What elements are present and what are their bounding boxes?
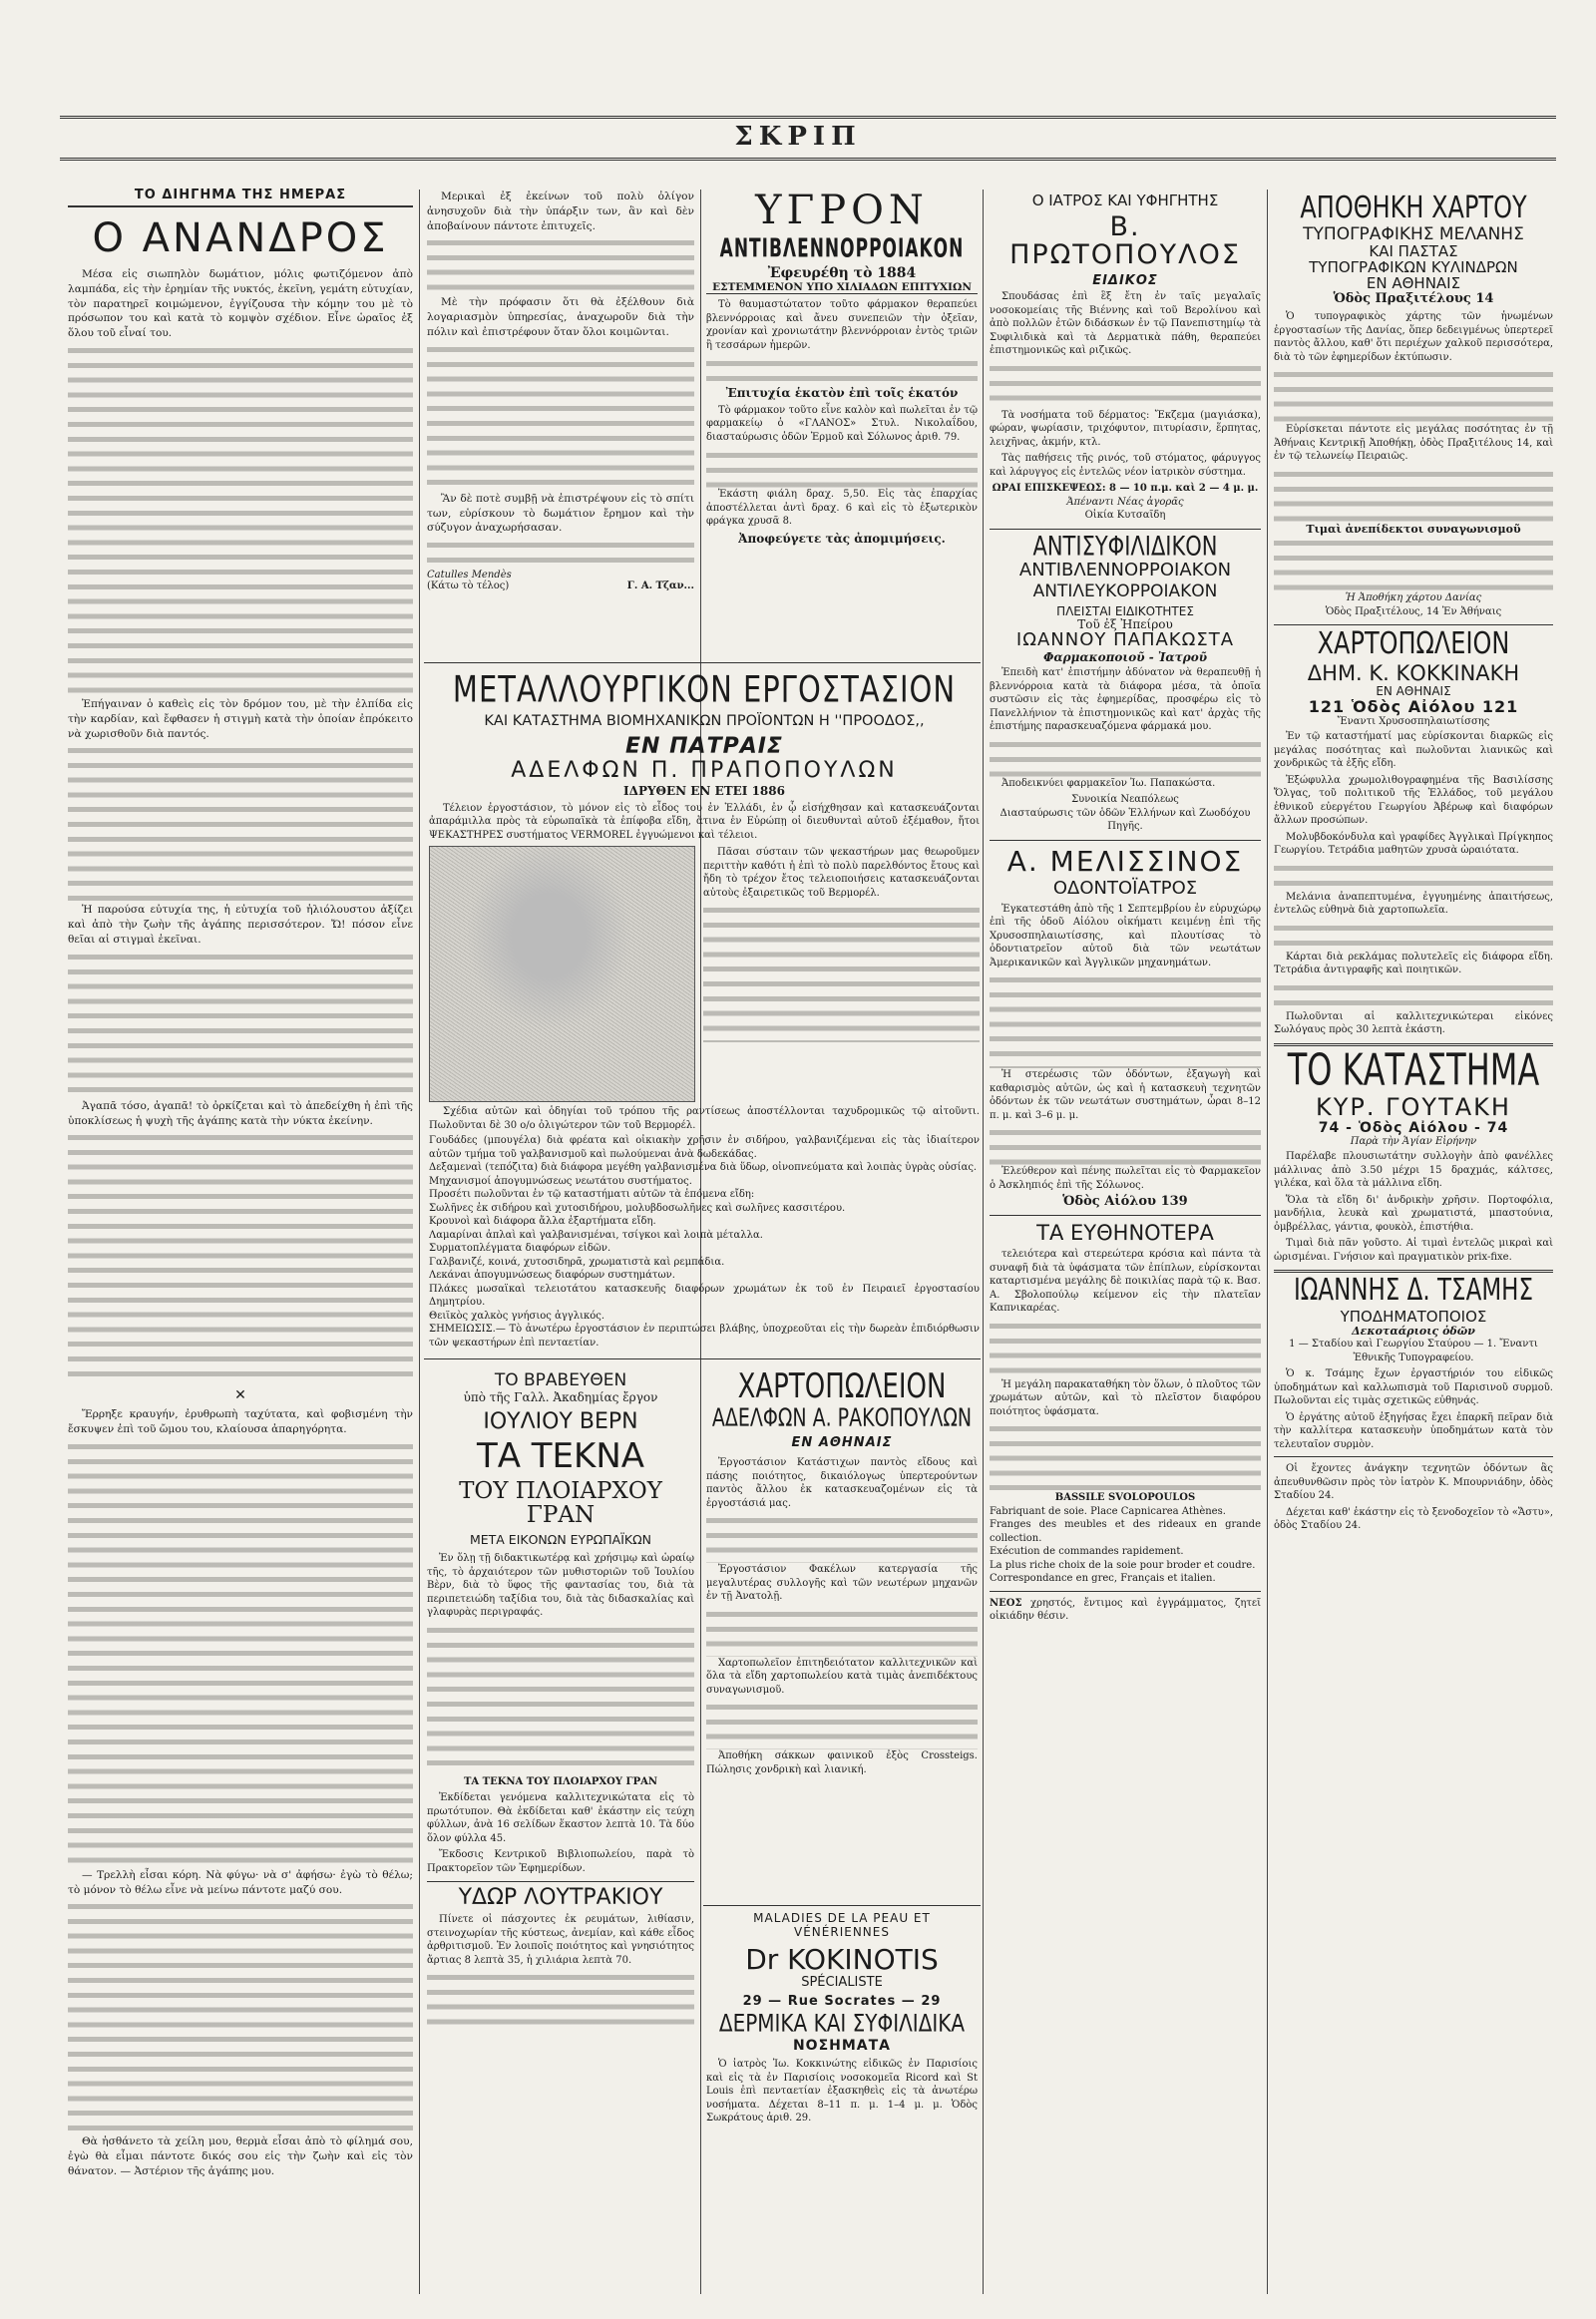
section-divider-cross: ✕ xyxy=(234,1387,246,1404)
kokkinaki-address-note: Ἔναντι Χρυσοσπηλαιωτίσσης xyxy=(1337,716,1490,728)
metallurgy-item: Γαλβανιζέ, κοινά, χυτοσιδηρᾶ, χρωματιστὰ καὶ ρεμπάδια. xyxy=(429,1256,725,1268)
apothiki-paragraph: Ὁ τυπογραφικὸς χάρτης τῶν ἡνωμένων ἐργοστασίων τῆς Δανίας, ὅπερ δεδειγμένως ὑπερτερεῖ παντὸς ἄλλου, καθ' ὅτι περιέχων χαλκοῦ περισσότερα, διὰ τὸ τῶν ἐφημερίδων ἐκτύπωσιν. xyxy=(1274,311,1553,363)
signature-author: Catulles Mendès xyxy=(427,570,512,581)
bassile-name: BASSILE SVOLOPOULOS xyxy=(1054,1492,1196,1504)
melissinos-name: Α. ΜΕΛΙΣΣΙΝΟΣ xyxy=(1006,844,1244,878)
bassile-line: La plus riche choix de la soie pour broder et coudre. xyxy=(990,1559,1256,1571)
signature-note: (Κάτω τὸ τέλος) xyxy=(427,580,510,592)
kokinotis-ad xyxy=(706,1911,978,2305)
kokkinaki-title: ΧΑΡΤΟΠΩΛΕΙΟΝ xyxy=(1317,625,1510,661)
story-paragraph: Ἀγαπᾶ τόσο, ἀγαπᾶ! τὸ ὀρκίζεται καὶ τὸ ἀπεδείχθη ἡ ἐπὶ τῆς ὑποκλίσεως ἡ ψυχὴ τῆς ἀγάπης κατὰ τὴν νύκτα ἐκείνην. xyxy=(68,1099,413,1127)
goutaki-address-note: Παρὰ τὴν Ἁγίαν Εἰρήνην xyxy=(1350,1136,1477,1148)
verne-subtitle: ΜΕΤΑ ΕΙΚΟΝΩΝ ΕΥΡΩΠΑΪΚΩΝ xyxy=(469,1531,652,1547)
verne-paragraph: Ἐκδίδεται γενόμενα καλλιτεχνικώτατα εἰς τὸ πρωτότυπον. Θὰ ἐκδίδεται καθ' ἑκάστην εἰς τεύχη φύλλων, ἀνὰ 16 σελίδων ἕκαστον λεπτὰ 10. Τὰ δύο ὅλον φύλλα 45. xyxy=(427,1792,694,1844)
protopoulos-hours: ΩΡΑΙ ΕΠΙΣΚΕΨΕΩΣ: 8 — 10 π.μ. καὶ 2 — 4 μ. μ. xyxy=(992,483,1259,495)
antisyph-address: Διασταύρωσις τῶν ὁδῶν Ἑλλήνων καὶ Ζωοδόχου Πηγῆς. xyxy=(999,807,1251,833)
column-divider xyxy=(1274,1456,1553,1457)
efthynotera-text-block xyxy=(990,1421,1261,1491)
apothiki-city: ΕΝ ΑΘΗΝΑΙΣ xyxy=(1366,273,1461,292)
kokkinaki-text-block xyxy=(1274,861,1553,891)
tsamis-name: ΙΩΑΝΝΗΣ Δ. ΤΣΑΜΗΣ xyxy=(1294,1274,1533,1309)
protopoulos-text-block xyxy=(990,361,1261,409)
column-rule-3 xyxy=(983,190,984,2294)
antisyph-name: ΙΩΑΝΝΟΥ ΠΑΠΑΚΩΣΤΑ xyxy=(1015,629,1235,651)
antisyph-paragraph: Ἀποδεικνύει φαρμακεῖον Ἰω. Παπακώστα. xyxy=(1001,777,1216,789)
metallurgy-text-block xyxy=(703,903,980,1042)
melissinos-text-block xyxy=(990,972,1261,1068)
story-paragraph: Ἔρρηξε κραυγήν, ἐρυθρωπὴ ταχύτατα, καὶ φοβισμένη τὴν ἔσκυψεν ἐπὶ τοῦ ὤμου του, κλαίουσα ἀπαρηγόρητα. xyxy=(68,1408,413,1435)
story-text-block xyxy=(68,743,413,903)
hygron-ad xyxy=(706,188,978,656)
hygron-price: Ἑκάστη φιάλη δραχ. 5,50. Εἰς τὰς ἐπαρχίας ἀποστέλλεται ἀντὶ δραχ. 6 καὶ εἰς τὸ ἐξωτερικὸν φράγκα χρυσᾶ 8. xyxy=(706,489,978,527)
verne-title-1: ΤΑ ΤΕΚΝΑ xyxy=(476,1435,645,1476)
metallurgy-bottom-rule xyxy=(424,1358,981,1359)
neos-text: χρηστός, ἔντιμος καὶ ἐγγράμματος, ζητεῖ οἰκιάδην θέσιν. xyxy=(990,1597,1261,1623)
kokinotis-greek-heading: ΔΕΡΜΙΚΑ ΚΑΙ ΣΥΦΙΛΙΔΙΚΑ xyxy=(718,2008,966,2038)
column-divider xyxy=(1274,1270,1553,1273)
goutaki-address: 74 - Ὁδὸς Αἰόλου - 74 xyxy=(1318,1120,1509,1137)
apothiki-ad xyxy=(1274,190,1553,618)
masthead xyxy=(0,112,1596,182)
story-text-block xyxy=(68,343,413,697)
dentures-paragraph: Δέχεται καθ' ἑκάστην εἰς τὸ ξενοδοχεῖον τὸ «Ἄστυ», ὁδὸς Σταδίου 24. xyxy=(1274,1506,1553,1532)
tsamis-address: 1 — Σταδίου καὶ Γεωργίου Σταύρου — 1. Ἔναντι Ἐθνικῆς Τυπογραφείου. xyxy=(1289,1339,1538,1363)
metallurgy-item: Προσέτι πωλοῦνται ἐν τῷ καταστήματι αὐτῶν τὰ ἑπόμενα εἴδη: xyxy=(429,1189,755,1201)
melissinos-paragraph: Ἐγκατεστάθη ἀπὸ τῆς 1 Σεπτεμβρίου ἐν εὐρυχώρῳ ἐπὶ τῆς ὁδοῦ Αἰόλου οἰκήματι κειμένῃ ἐπὶ τῆς Χρυσοσπηλαιωτίσσης, καὶ πλουτίσας τὸ ὀδοντιατρεῖον αὐτοῦ διὰ τῶν νεωτάτων Ἀμερικανικῶν καὶ Ἀγγλικῶν μηχανημάτων. xyxy=(990,903,1261,968)
kokkinaki-text-block xyxy=(1274,980,1553,1010)
rakopoulos-paragraph: Ἐργοστάσιον Φακέλων κατεργασία τῆς μεγαλυτέρας συλλογῆς καὶ τῶν νεωτέρων μηχανῶν ἐν τῇ Ἀνατολῇ. xyxy=(706,1564,978,1603)
story-paragraph: Θὰ ἠσθάνετο τὰ χείλη μου, θερμὰ εἶσαι ἀπὸ τὸ φίλημά σου, ἐγὼ θὰ εἶμαι πάντοτε δικός σου εἰς τὴν ζωὴν καὶ εἰς τὸν θάνατον. — Ἀστέριον τῆς ἀγάπης μου. xyxy=(68,2135,413,2177)
metallurgy-item: Πλάκες μωσαϊκαὶ τελειοτάτου κατασκευῆς διαφόρων χρωμάτων ἐκ τοῦ ἐν Πειραιεῖ ἐργοστασίου Δημητρίου. xyxy=(429,1283,980,1309)
story-paragraph: — Τρελλὴ εἶσαι κόρη. Νὰ φύγω· νὰ σ' ἀφήσω· ἐγὼ τὸ θέλω; τὸ μόνον τὸ θέλω εἶνε νὰ μείνω πάντοτε μαζύ σου. xyxy=(68,1868,413,1896)
verne-awarded: ΤΟ ΒΡΑΒΕΥΘΕΝ xyxy=(494,1370,627,1390)
water-title: ΥΔΩΡ ΛΟΥΤΡΑΚΙΟΥ xyxy=(458,1885,663,1911)
tsamis-paragraph: Ὁ ἐργάτης αὐτοῦ ἐξηγήσας ἔχει ἐπαρκῆ πεῖραν διὰ τὴν καλλίτερα κατασκευὴν ὑποδημάτων κατὰ τὸν τελευταῖον συρμὸν. xyxy=(1274,1411,1553,1450)
apothiki-prices: Τιμαὶ ἀνεπίδεκτοι συναγωνισμοῦ xyxy=(1306,522,1521,536)
goutaki-paragraph: Ὅλα τὰ εἴδη δι' ἀνδρικὴν χρῆσιν. Πορτοφόλια, μανδήλια, λευκὰ καὶ χρωματιστά, μπαστούνια, ὀμβρέλλας, γάντια, φουκὸλ, ἐπιστήθια. xyxy=(1274,1194,1553,1233)
rakopoulos-title: ΧΑΡΤΟΠΩΛΕΙΟΝ xyxy=(737,1367,947,1407)
metallurgy-subtitle: ΚΑΙ ΚΑΤΑΣΤΗΜΑ ΒΙΟΜΗΧΑΝΙΚΩΝ ΠΡΟΪΟΝΤΩΝ Η ''ΠΡΟΟΔΟΣ,, xyxy=(484,713,925,730)
kokinotis-body xyxy=(706,2058,978,2126)
goutaki-ad xyxy=(1274,1043,1553,1265)
water-text-block xyxy=(427,1970,694,2030)
apothiki-title-4: ΤΥΠΟΓΡΑΦΙΚΩΝ ΚΥΛΙΝΔΡΩΝ xyxy=(1309,257,1518,276)
kokkinaki-address: 121 Ὁδὸς Αἰόλου 121 xyxy=(1308,697,1519,717)
hygron-title: ΥΓΡΟΝ xyxy=(755,188,929,233)
metallurgy-list xyxy=(429,1105,980,1350)
protopoulos-paragraph: Τὰς παθήσεις τῆς ρινός, τοῦ στόματος, φάρυγγος καὶ λάρυγγος εἰς ἐντελῶς νέον ἰατρικὸν σύστημα. xyxy=(990,453,1261,478)
hygron-text: Τὸ φάρμακον τοῦτο εἶνε καλὸν καὶ πωλεῖται ἐν τῷ φαρμακείῳ ὁ «ΓΛΑΝΟΣ» Στυλ. Νικολαΐδου, διασταύρωσις ὁδῶν Ἑρμοῦ καὶ Σόλωνος ἀριθ. 79. xyxy=(706,404,978,443)
goutaki-name: ΚΥΡ. ΓΟΥΤΑΚΗ xyxy=(1316,1093,1511,1122)
metallurgy-owners: ΑΔΕΛΦΩΝ Π. ΠΡΑΠΟΠΟΥΛΩΝ xyxy=(511,757,898,783)
bassile-line: Exécution de commandes rapidement. xyxy=(990,1546,1184,1558)
antisyph-title-2: ΑΝΤΙΒΛΕΝΝΟΡΡΟΙΑΚΟΝ xyxy=(1018,559,1232,580)
column-five xyxy=(1274,190,1553,2304)
verne-book-name: ΤΑ ΤΕΚΝΑ ΤΟΥ ΠΛΟΙΑΡΧΟΥ ΓΡΑΝ xyxy=(463,1775,658,1787)
kokinotis-specialist: SPÉCIALISTE xyxy=(801,1975,883,1991)
bassile-line: Franges des meubles et des rideaux en grande collection. xyxy=(990,1519,1261,1544)
protopoulos-address: Ἀπέναντι Νέας ἀγορᾶς xyxy=(1066,496,1184,508)
protopoulos-title: Ο ΙΑΤΡΟΣ ΚΑΙ ΥΦΗΓΗΤΗΣ xyxy=(1031,192,1219,209)
antisyph-paragraph: Ἐπειδὴ κατ' ἐπιστήμην ἀδύνατον νὰ θεραπευθῇ ἡ βλεννόρροια κατὰ τὰ διάφορα μέσα, τὰ ὁποῖα συστῶσιν εἰς τὰς ἐφημερίδας, προσφέρω εἰς τὸ Πανελλήνιον τὰ ἐπιστημονικῶς καὶ κατ' ἀρχὰς τῆς ἐπιστήμης παρασκευαζόμενα φάρμακά μου. xyxy=(990,667,1261,733)
goutaki-paragraph: Παρέλαβε πλουσιωτάτην συλλογὴν ἀπὸ φανέλλες μάλλινας ἀπὸ 3.50 μέχρι 15 δραχμάς, κάλτσες, γιλέκα, καὶ ὅλα τὰ μάλλινα εἴδη. xyxy=(1274,1151,1553,1190)
water-body xyxy=(427,1913,694,2030)
metallurgy-top-rule xyxy=(424,662,981,663)
column-rule-1 xyxy=(419,190,420,2294)
antisyph-text-block xyxy=(990,737,1261,777)
verne-text-block xyxy=(427,1623,694,1772)
efthynotera-paragraph: τελειότερα καὶ στερεώτερα κρόσια καὶ πάντα τὰ συναφῆ διὰ τὰ ὑφάσματα τῶν ἐπίπλων, εὑρίσκονται καταρτισμένα μεγάλης δὲ ποικιλίας παρὰ τῷ κ. Βασ. Α. Σβολοπούλῳ κείμενον εἰς τὴν πλατεῖαν Καπνικαρέας. xyxy=(990,1249,1261,1315)
story-text-block xyxy=(68,1899,413,2134)
protopoulos-name: Β. ΠΡΩΤΟΠΟΥΛΟΣ xyxy=(1009,210,1241,271)
efthynotera-ad xyxy=(990,1222,1261,1624)
protopoulos-ad xyxy=(990,193,1261,523)
bassile-line: Fabriquant de soie. Place Capnicarea Athènes. xyxy=(990,1505,1226,1517)
story-text-block xyxy=(68,1130,413,1384)
kokkinaki-name: ΔΗΜ. Κ. ΚΟΚΚΙΝΑΚΗ xyxy=(1307,661,1520,686)
metallurgy-item: Συρματοπλέγματα διαφόρων εἰδῶν. xyxy=(429,1243,611,1255)
column-divider xyxy=(990,529,1261,530)
kokkinaki-paragraph: Κάρται διὰ ρεκλάμας πολυτελεῖς εἰς διάφορα εἴδη. Τετράδια ἀντιγραφῆς καὶ ποιητικῶν. xyxy=(1274,951,1553,976)
verne-author: ΙΟΥΛΙΟΥ ΒΕΡΝ xyxy=(483,1408,638,1434)
rakopoulos-body xyxy=(706,1456,978,1776)
tsamis-sub: Δεκοταάριοις ὁδῶν xyxy=(1352,1325,1475,1339)
story-signature xyxy=(427,570,694,591)
kokinotis-top-rule xyxy=(703,1905,981,1906)
metallurgy-item: Λεκάναι ἀπογυμνώσεως διαφόρων συστημάτων. xyxy=(429,1270,675,1282)
story-text-block xyxy=(427,342,694,492)
apothiki-signature-address: Ὁδὸς Πραξιτέλους, 14 Ἐν Ἀθήναις xyxy=(1325,605,1502,617)
column-four xyxy=(990,190,1261,2304)
hygron-success: Ἐπιτυχία ἑκατὸν ἐπὶ τοῖς ἑκατόν xyxy=(725,386,959,400)
kokkinaki-paragraph: Πωλοῦνται αἱ καλλιτεχνικώτεραι εἰκόνες Σωλόγαυς πρὸς 30 λεπτὰ ἑκάστη. xyxy=(1274,1010,1553,1036)
metallurgy-note: ΣΗΜΕΙΩΣΙΣ.— Τὸ ἀνωτέρω ἐργοστάσιον ἐν περιπτώσει βλάβης, ὑποχρεοῦται εἰς τὴν δωρεὰν ἐπιδιόρθωσιν τῶν ψεκαστήρων ἐπὶ πενταετίαν. xyxy=(429,1324,980,1349)
apothiki-title-1: ΑΠΟΘΗΚΗ ΧΑΡΤΟΥ xyxy=(1300,190,1527,225)
story-title: Ο ΑΝΑΝΔΡΟΣ xyxy=(92,215,389,261)
kokinotis-name: Dr KOKINOTIS xyxy=(745,1943,939,1976)
metallurgy-founded: ΙΔΡΥΘΕΝ ΕΝ ΕΤΕΙ 1886 xyxy=(623,783,785,798)
hygron-text-block xyxy=(706,448,978,488)
verne-academy: ὑπὸ τῆς Γαλλ. Ἀκαδημίας ἔργον xyxy=(463,1389,658,1404)
kokinotis-greek-sub: ΝΟΣΗΜΑΤΑ xyxy=(792,2038,892,2055)
rakopoulos-text-block xyxy=(706,1700,978,1749)
goutaki-paragraph: Τιμαὶ διὰ πᾶν γοῦστο. Αἱ τιμαὶ ἐντελῶς μικραὶ καὶ ὡρισμέναι. Γνήσιον καὶ πραγματικὸν prix-fixe. xyxy=(1274,1238,1553,1263)
metallurgy-item: Λαμαρίναι ἀπλαὶ καὶ γαλβανισμέναι, τσίγκοι καὶ λοιπὰ μέταλλα. xyxy=(429,1229,763,1241)
verne-paragraph: Ἐν ὅλῃ τῇ διδακτικωτέρᾳ καὶ χρήσιμῳ καὶ ὡραίῳ τῆς, τὸ ἀρχαιότερον τῶν μυθιστοριῶν τοῦ Ἰουλίου Βὲρν, διὰ τὸ ὕφος τῆς φαντασίας του, διὰ τὰ περιπετειώδη ταξίδια του, διὰ τὰς διδασκαλίας καὶ γλαφυρὰς περιγραφάς. xyxy=(427,1553,694,1619)
metallurgy-paragraph: Πᾶσαι σύσταιν τῶν ψεκαστήρων μας θεωροῦμεν περιττὴν καθότι ἡ ἐπὶ τὸ πολὺ παρελθόντος ἔτους καὶ ἤδη τὸ τρέχον ἔτος τελειοποιήσεις κατασκευάζονται αὐτοὺς ἐξαιρετικῶς τοῦ Βερμορέλ. xyxy=(703,847,980,899)
kokkinaki-city: ΕΝ ΑΘΗΝΑΙΣ xyxy=(1376,683,1451,698)
rakopoulos-paragraph: Ἀποθήκη σάκκων φαινικοῦ ἐξὸς Crossteigs. Πώλησις χονδρικὴ καὶ λιανική. xyxy=(706,1750,978,1775)
tsamis-paragraph: Ὁ κ. Τσάμης ἔχων ἐργαστήριόν του εἰδικῶς ὑποδημάτων καὶ καλλωπισμὰ τοῦ Παρισινοῦ συρμοῦ. Πωλοῦνται εἰς τιμὰς σχετικῶς εὐθηνάς. xyxy=(1274,1368,1553,1407)
tsamis-ad xyxy=(1274,1274,1553,1532)
verne-publisher: Ἔκδοσις Κεντρικοῦ Βιβλιοπωλείου, παρὰ τὸ Πρακτορεῖον τῶν Ἐφημερίδων. xyxy=(427,1849,694,1874)
story-paragraph: Ἐπήγαιναν ὁ καθεὶς εἰς τὸν δρόμον του, μὲ τὴν ἐλπίδα εἰς τὴν καρδίαν, καὶ ἔφθασεν ἡ στιγμὴ κατὰ τὴν ὁποίαν ἐπρόκειτο νὰ χωρισθοῦν διὰ παντός. xyxy=(68,697,413,740)
column-divider xyxy=(990,840,1261,841)
story-continuation xyxy=(427,190,694,658)
antisyph-title-4: ΠΛΕΙΣΤΑΙ ΕΙΔΙΚΟΤΗΤΕΣ xyxy=(1056,603,1194,618)
efthynotera-text-block xyxy=(990,1319,1261,1378)
goutaki-title: ΤΟ ΚΑΤΑΣΤΗΜΑ xyxy=(1287,1043,1540,1095)
apothiki-signature: Ἡ Ἀποθήκη χάρτου Δανίας xyxy=(1345,592,1482,604)
kokinotis-specialty: MALADIES DE LA PEAU ET VÉNÉRIENNES xyxy=(753,1911,931,1939)
metallurgy-sprayer-text xyxy=(703,846,980,1042)
metallurgy-item: Μηχανισμοί ἀπογυμνώσεως νεωτάτου συστήματος. xyxy=(429,1175,692,1187)
story-paragraph: Μερικαὶ ἐξ ἐκείνων τοῦ πολὺ ὀλίγον ἀνησυχοῦν διὰ τὴν ὑπάρξιν των, ἂν καὶ δὲν ἀποβαίνουν πάντοτε ἐπιτυχεῖς. xyxy=(427,191,694,232)
signature-translator: Γ. Α. Τζαν... xyxy=(626,580,694,592)
story-text-block xyxy=(68,1439,413,1868)
kokkinaki-paragraph: Μολυβδοκόνδυλα καὶ γραφίδες Ἀγγλικαὶ Πρίγκηπος Γεωργίου. Τετράδια μαθητῶν χρυσὰ ὡραιότατα. xyxy=(1274,831,1553,857)
kokkinaki-paragraph: Μελάνια ἀναπεπτυμένα, ἐγγυημένης ἀπαιτήσεως, ἐντελῶς εὐθηνὰ διὰ χαρτοπωλεῖα. xyxy=(1274,891,1553,917)
kokkinaki-ad xyxy=(1274,625,1553,1036)
apothiki-title-2: ΤΥΠΟΓΡΑΦΙΚΗΣ ΜΕΛΑΝΗΣ xyxy=(1303,224,1524,245)
story-text-block xyxy=(68,950,413,1099)
verne-title-2: ΤΟΥ ΠΛΟΙΑΡΧΟΥ ΓΡΑΝ xyxy=(459,1477,662,1528)
rakopoulos-paragraph: Ἐργοστάσιον Κατάστιχων παντὸς εἴδους καὶ πάσης ποιότητος, δικαιόλογως ὑπερτερούντων παντὸς ἄλλου ἐκ κατασκευαζομένων εἰς τὰ ἐργοστάσιά μας. xyxy=(706,1457,978,1509)
bassile-line: Correspondance en grec, Français et italien. xyxy=(990,1573,1216,1585)
masthead-title: ΣΚΡΙΠ xyxy=(734,122,862,152)
verne-body xyxy=(427,1552,694,1875)
metallurgy-item: Γουδάδες (μπουγέλα) διὰ φρέατα καὶ οἰκιακὴν χρῆσιν ἐν σιδήρου, γαλβανιζέμεναι εἰς τὰς ἰδιαίτερον αὐτῶν τμήμα τοῦ γαλβανισμοῦ καὶ πωλούμεναι ἀνὰ δωδεκάδας. xyxy=(429,1135,980,1160)
story-paragraph: Ἂν δὲ ποτὲ συμβῇ νὰ ἐπιστρέψουν εἰς τὸ σπίτι των, εὑρίσκουν τὸ δωμάτιον ἔρημον καὶ τὴν σύζυγον ἀναχωρήσασαν. xyxy=(427,492,694,535)
sprayer-illustration xyxy=(429,846,695,1102)
melissinos-paragraph: Ἡ στερέωσις τῶν ὀδόντων, ἐξαγωγὴ καὶ καθαρισμὸς αὐτῶν, ὡς καὶ ἡ κατασκευὴ τεχνητῶν ὀδόντων ἐκ τῶν νεωτάτων συστημάτων, ὧραι 8–12 π. μ. καὶ 3–6 μ. μ. xyxy=(990,1069,1261,1121)
kokinotis-paragraph: Ὁ ἰατρὸς Ἰω. Κοκκινώτης εἰδικῶς ἐν Παρισίοις καὶ εἰς τὰ ἐν Παρισίοις νοσοκομεῖα Ricord καὶ St Louis ἐπὶ πενταετίαν ἐξασκηθεὶς εἰς τὰ ἀνωτέρω νοσήματα. Δέχεται 8–11 π. μ. 1–4 μ. μ. Ὁδὸς Σωκράτους ἀριθ. 29. xyxy=(706,2059,978,2125)
story-paragraph: Μὲ τὴν πρόφασιν ὅτι θὰ ἐξέλθουν διὰ λογαριασμὸν ὑπηρεσίας, ἀναχωροῦν διὰ τὴν πόλιν καὶ ἐπιστρέφουν ὅταν ὅλοι κοιμῶνται. xyxy=(427,296,694,338)
rakopoulos-ad xyxy=(706,1366,978,1905)
antisyph-district: Συνοικία Νεαπόλεως xyxy=(1071,794,1179,806)
antisyphilitic-ad xyxy=(990,531,1261,834)
hygron-text-block xyxy=(706,356,978,384)
water-paragraph: Πίνετε οἱ πάσχοντες ἐκ ρευμάτων, λιθίασιν, στεινοχωρίαν τῆς κύστεως, ἀνεμίαν, καὶ κάθε εἶδος ἀρθριτισμοῦ. Ἐν λοιποῖς ποιότητος καὶ γνησιότητος ἄρτιας 8 λεπτὰ 35, ἡ χιλιάρια λεπτὰ 70. xyxy=(427,1914,694,1966)
dentures-paragraph: Οἱ ἔχοντες ἀνάγκην τεχνητῶν ὀδόντων ἂς ἀπευθυνθῶσιν πρὸς τὸν ἰατρὸν Κ. Μπουρνιάδην, ὁδὸς Σταδίου 24. xyxy=(1274,1463,1553,1502)
melissinos-address: Ὁδὸς Αἰόλου 139 xyxy=(1062,1194,1188,1210)
metallurgy-intro: Τέλειον ἐργοστάσιον, τὸ μόνον εἰς τὸ εἶδος του ἐν Ἑλλάδι, ἐν ᾧ εἰσήχθησαν καὶ κατασκευάζονται ἀπαράμιλλα πρὸς τὰ εὐρωπαϊκὰ τὰ ἐπίφοβα εἴδη, ἅτινα ἐν Εὐρώπῃ οἱ διευθυνταὶ αὐτοῦ ἐξέμαθον, ἤτοι ΨΕΚΑΣΤΗΡΕΣ συστήματος VERMOREL ἐγγυώμενοι καὶ τέλειοι. xyxy=(429,802,980,841)
apothiki-text-block xyxy=(1274,536,1553,591)
rakopoulos-text-block xyxy=(706,1607,978,1657)
melissinos-paragraph: Ἐλεύθερον καὶ πένης πωλεῖται εἰς τὸ Φαρμακεῖον ὁ Ἀσκληπιός ἐπὶ τῆς Σόλωνος. xyxy=(990,1166,1261,1191)
hygron-warning: Ἀποφεύγετε τὰς ἀπομιμήσεις. xyxy=(738,531,946,546)
hygron-subtitle: ΑΝΤΙΒΛΕΝΝΟΡΡΟΙΑΚΟΝ xyxy=(719,234,965,264)
efthynotera-paragraph: Ἡ μεγάλη παρακαταθήκη τὸν ὅλων, ὁ πλοῦτος τῶν χρωμάτων αὐτῶν, καὶ τὸ πλεῖστον διαφόρου ποιότητος ὑφάσματα. xyxy=(990,1378,1261,1417)
rakopoulos-text-block xyxy=(706,1513,978,1563)
story-column xyxy=(68,188,413,2292)
kokkinaki-text-block xyxy=(1274,921,1553,951)
apothiki-text-block xyxy=(1274,467,1553,523)
verne-divider xyxy=(427,1881,694,1882)
story-body xyxy=(68,267,413,2179)
antisyph-title-3: ΑΝΤΙΛΕΥΚΟΡΡΟΙΑΚΟΝ xyxy=(1032,580,1218,601)
story-text-block xyxy=(427,538,694,568)
metallurgy-body xyxy=(429,802,980,843)
protopoulos-sub: ΕΙΔΙΚΟΣ xyxy=(1092,273,1158,289)
protopoulos-paragraph: Σπουδάσας ἐπὶ ἓξ ἔτη ἐν ταῖς μεγαλαῖς νοσοκομείαις τῆς Βιέννης καὶ τοῦ Βερολίνου καὶ ἀπὸ πολλῶν ἐτῶν διδάσκων ἐν τῷ Πανεπιστημίῳ τὰ Συφιλιδικὰ καὶ τὰ Δερματικὰ πάθη, θεραπεύει ἐπιστημονικῶς καὶ ριζικῶς. xyxy=(990,291,1261,357)
metallurgy-title: ΜΕΤΑΛΛΟΥΡΓΙΚΟΝ ΕΡΓΟΣΤΑΣΙΟΝ xyxy=(452,668,957,711)
melissinos-text-block xyxy=(990,1125,1261,1165)
metallurgy-item: Σωλῆνες ἐκ σιδήρου καὶ χυτοσιδήρου, μολυβδοσωλῆνες καὶ σωλῆνες κασσιτέρου. xyxy=(429,1202,846,1214)
story-paragraph: Ἡ παρούσα εὐτυχία της, ἡ εὐτυχία τοῦ ἡλιόλουστου ἀξίζει καὶ ἀπὸ τὴν ζωὴν τῆς ἀγάπης περισσότερον. Ὤ! πόσον εἶνε θεῖαι αἱ στιγμαὶ ἐκεῖναι. xyxy=(68,904,413,946)
verne-ad xyxy=(427,1366,694,2304)
melissinos-role: ΟΔΟΝΤΟΪΑΤΡΟΣ xyxy=(1052,878,1198,900)
column-divider xyxy=(990,1215,1261,1216)
hygron-text: Τὸ θαυμαστώτατον τοῦτο φάρμακον θεραπεύει βλεννόρροιας καὶ ἄνευ συνεπειῶν τὴν ὀξεῖαν, χρονίαν καὶ χρονιωτάτην βλεννόρροιαν ἐντὸς τριῶν ἢ τεσσάρων ἡμερῶν. xyxy=(706,299,978,351)
kokkinaki-paragraph: Ἐξώφυλλα χρωμολιθογραφημένα τῆς Βασιλίσσης Ὄλγας, τοῦ πολιτικοῦ τῆς Ἑλλάδος, τοῦ μεγάλου ἐθνικοῦ εὐεργέτου Γεωργίου Ἀβέρωφ καὶ διαφόρων ἄλλων προσώπων. xyxy=(1274,774,1553,827)
kokinotis-address: 29 — Rue Socrates — 29 xyxy=(742,1994,942,2010)
neos-heading: ΝΕΟΣ xyxy=(990,1597,1022,1609)
metallurgy-paragraph: Σχέδια αὐτῶν καὶ ὁδηγίαι τοῦ τρόπου τῆς ραντίσεως ἀποστέλλονται ταχυδρομικῶς τῷ αἰτοῦντι. Πωλοῦνται δὲ 30 ο/ο ὀλιγώτερον τῶν τοῦ Βερμορέλ. xyxy=(429,1106,980,1131)
apothiki-title-3: ΚΑΙ ΠΑΣΤΑΣ xyxy=(1369,242,1458,261)
apothiki-text-block xyxy=(1274,367,1553,423)
tsamis-role: ΥΠΟΔΗΜΑΤΟΠΟΙΟΣ xyxy=(1340,1307,1487,1326)
story-text-block xyxy=(427,235,694,295)
metallurgy-city: ΕΝ ΠΑΤΡΑΙΣ xyxy=(625,733,783,759)
antisyph-title-1: ΑΝΤΙΣΥΦΙΛΙΔΙΚΟΝ xyxy=(1032,531,1218,562)
story-section-heading: ΤΟ ΔΙΗΓΗΜΑ ΤΗΣ ΗΜΕΡΑΣ xyxy=(68,188,413,207)
metallurgy-item: Κρουνοὶ καὶ διάφορα ἄλλα ἐξαρτήματα εἴδη. xyxy=(429,1216,656,1228)
antisyph-from: Τοῦ ἐξ Ἠπείρου xyxy=(1077,617,1173,632)
protopoulos-house: Οἰκία Κυτσαῖδη xyxy=(1084,510,1166,522)
masthead-top-rule xyxy=(60,116,1556,119)
story-paragraph: Μέσα εἰς σιωπηλὸν δωμάτιον, μόλις φωτιζόμενον ἀπὸ λαμπάδα, εἰς τὴν ἐρημίαν τῆς νυκτός, ἐκεῖνη, γεμάτη εὐτυχίαν, τὸν παρατηρεῖ κοιμώμενον, ἐγγίζουσα τὴν κόμην του μὲ τὸ πρόσωπον του καὶ κατὰ τὸ κομψὸν σχέδιον. Εἶνε ὡραῖος ἐξ ὅλου τοῦ εἶναί του. xyxy=(68,268,413,340)
hygron-invented: Ἐφευρέθη τὸ 1884 xyxy=(767,265,917,281)
kokkinaki-paragraph: Ἐν τῷ καταστήματί μας εὑρίσκονται διαρκῶς εἰς μεγάλας ποσότητας καὶ πωλοῦνται λιανικῶς καὶ χονδρικῶς τὰ ἐξῆς εἴδη. xyxy=(1274,731,1553,770)
metallurgy-item: Θειϊκὸς χαλκὸς γνήσιος ἀγγλικός. xyxy=(429,1310,605,1322)
melissinos-ad xyxy=(990,844,1261,1210)
apothiki-paragraph: Εὑρίσκεται πάντοτε εἰς μεγάλας ποσότητας ἐν τῇ Ἀθήναις Κεντρικῇ Ἀποθήκῃ, ὁδὸς Πραξιτέλους 14, καὶ ἐν τῷ τελωνείῳ Πειραιῶς. xyxy=(1274,424,1553,463)
hygron-crowned: ΕΣΤΕΜΜΕΝΟΝ ΥΠΟ ΧΙΛΙΑΔΩΝ ΕΠΙΤΥΧΙΩΝ xyxy=(706,281,978,294)
metallurgy-ad xyxy=(429,668,980,1356)
antisyph-role: Φαρμακοποιοῦ - Ἰατροῦ xyxy=(1042,650,1208,665)
column-rule-4 xyxy=(1267,190,1268,2294)
metallurgy-item: Δεξαμεναὶ (τεπόζιτα) διὰ διάφορα μεγέθη γαλβανισμένα διὰ ὕδωρ, οἰνοπνεύματα καὶ λοιπὰς ὑγρὰς οὐσίας. xyxy=(429,1162,978,1174)
protopoulos-paragraph: Τὰ νοσήματα τοῦ δέρματος: Ἔκζεμα (μαγιάσκα), φώραν, ψωρίασιν, τριχόφυτον, πιτυρίασιν, ἕρπητας, λειχῆνας, ἀκμήν, κτλ. xyxy=(990,409,1261,448)
column-divider xyxy=(990,1591,1261,1592)
efthynotera-title: ΤΑ ΕΥΘΗΝΟΤΕΡΑ xyxy=(1036,1220,1214,1245)
masthead-bottom-rule xyxy=(60,158,1556,161)
rakopoulos-name: ΑΔΕΛΦΩΝ Α. ΡΑΚΟΠΟΥΛΩΝ xyxy=(711,1403,973,1433)
rakopoulos-paragraph: Χαρτοπωλεῖον ἐπιτηδειότατον καλλιτεχνικῶν καὶ ὅλα τὰ εἴδη χαρτοπωλείου κατὰ τιμὰς ἀνεπιδέκτους συναγωνισμοῦ. xyxy=(706,1657,978,1696)
rakopoulos-city: ΕΝ ΑΘΗΝΑΙΣ xyxy=(791,1435,893,1451)
apothiki-address: Ὁδὸς Πραξιτέλους 14 xyxy=(1333,291,1494,307)
